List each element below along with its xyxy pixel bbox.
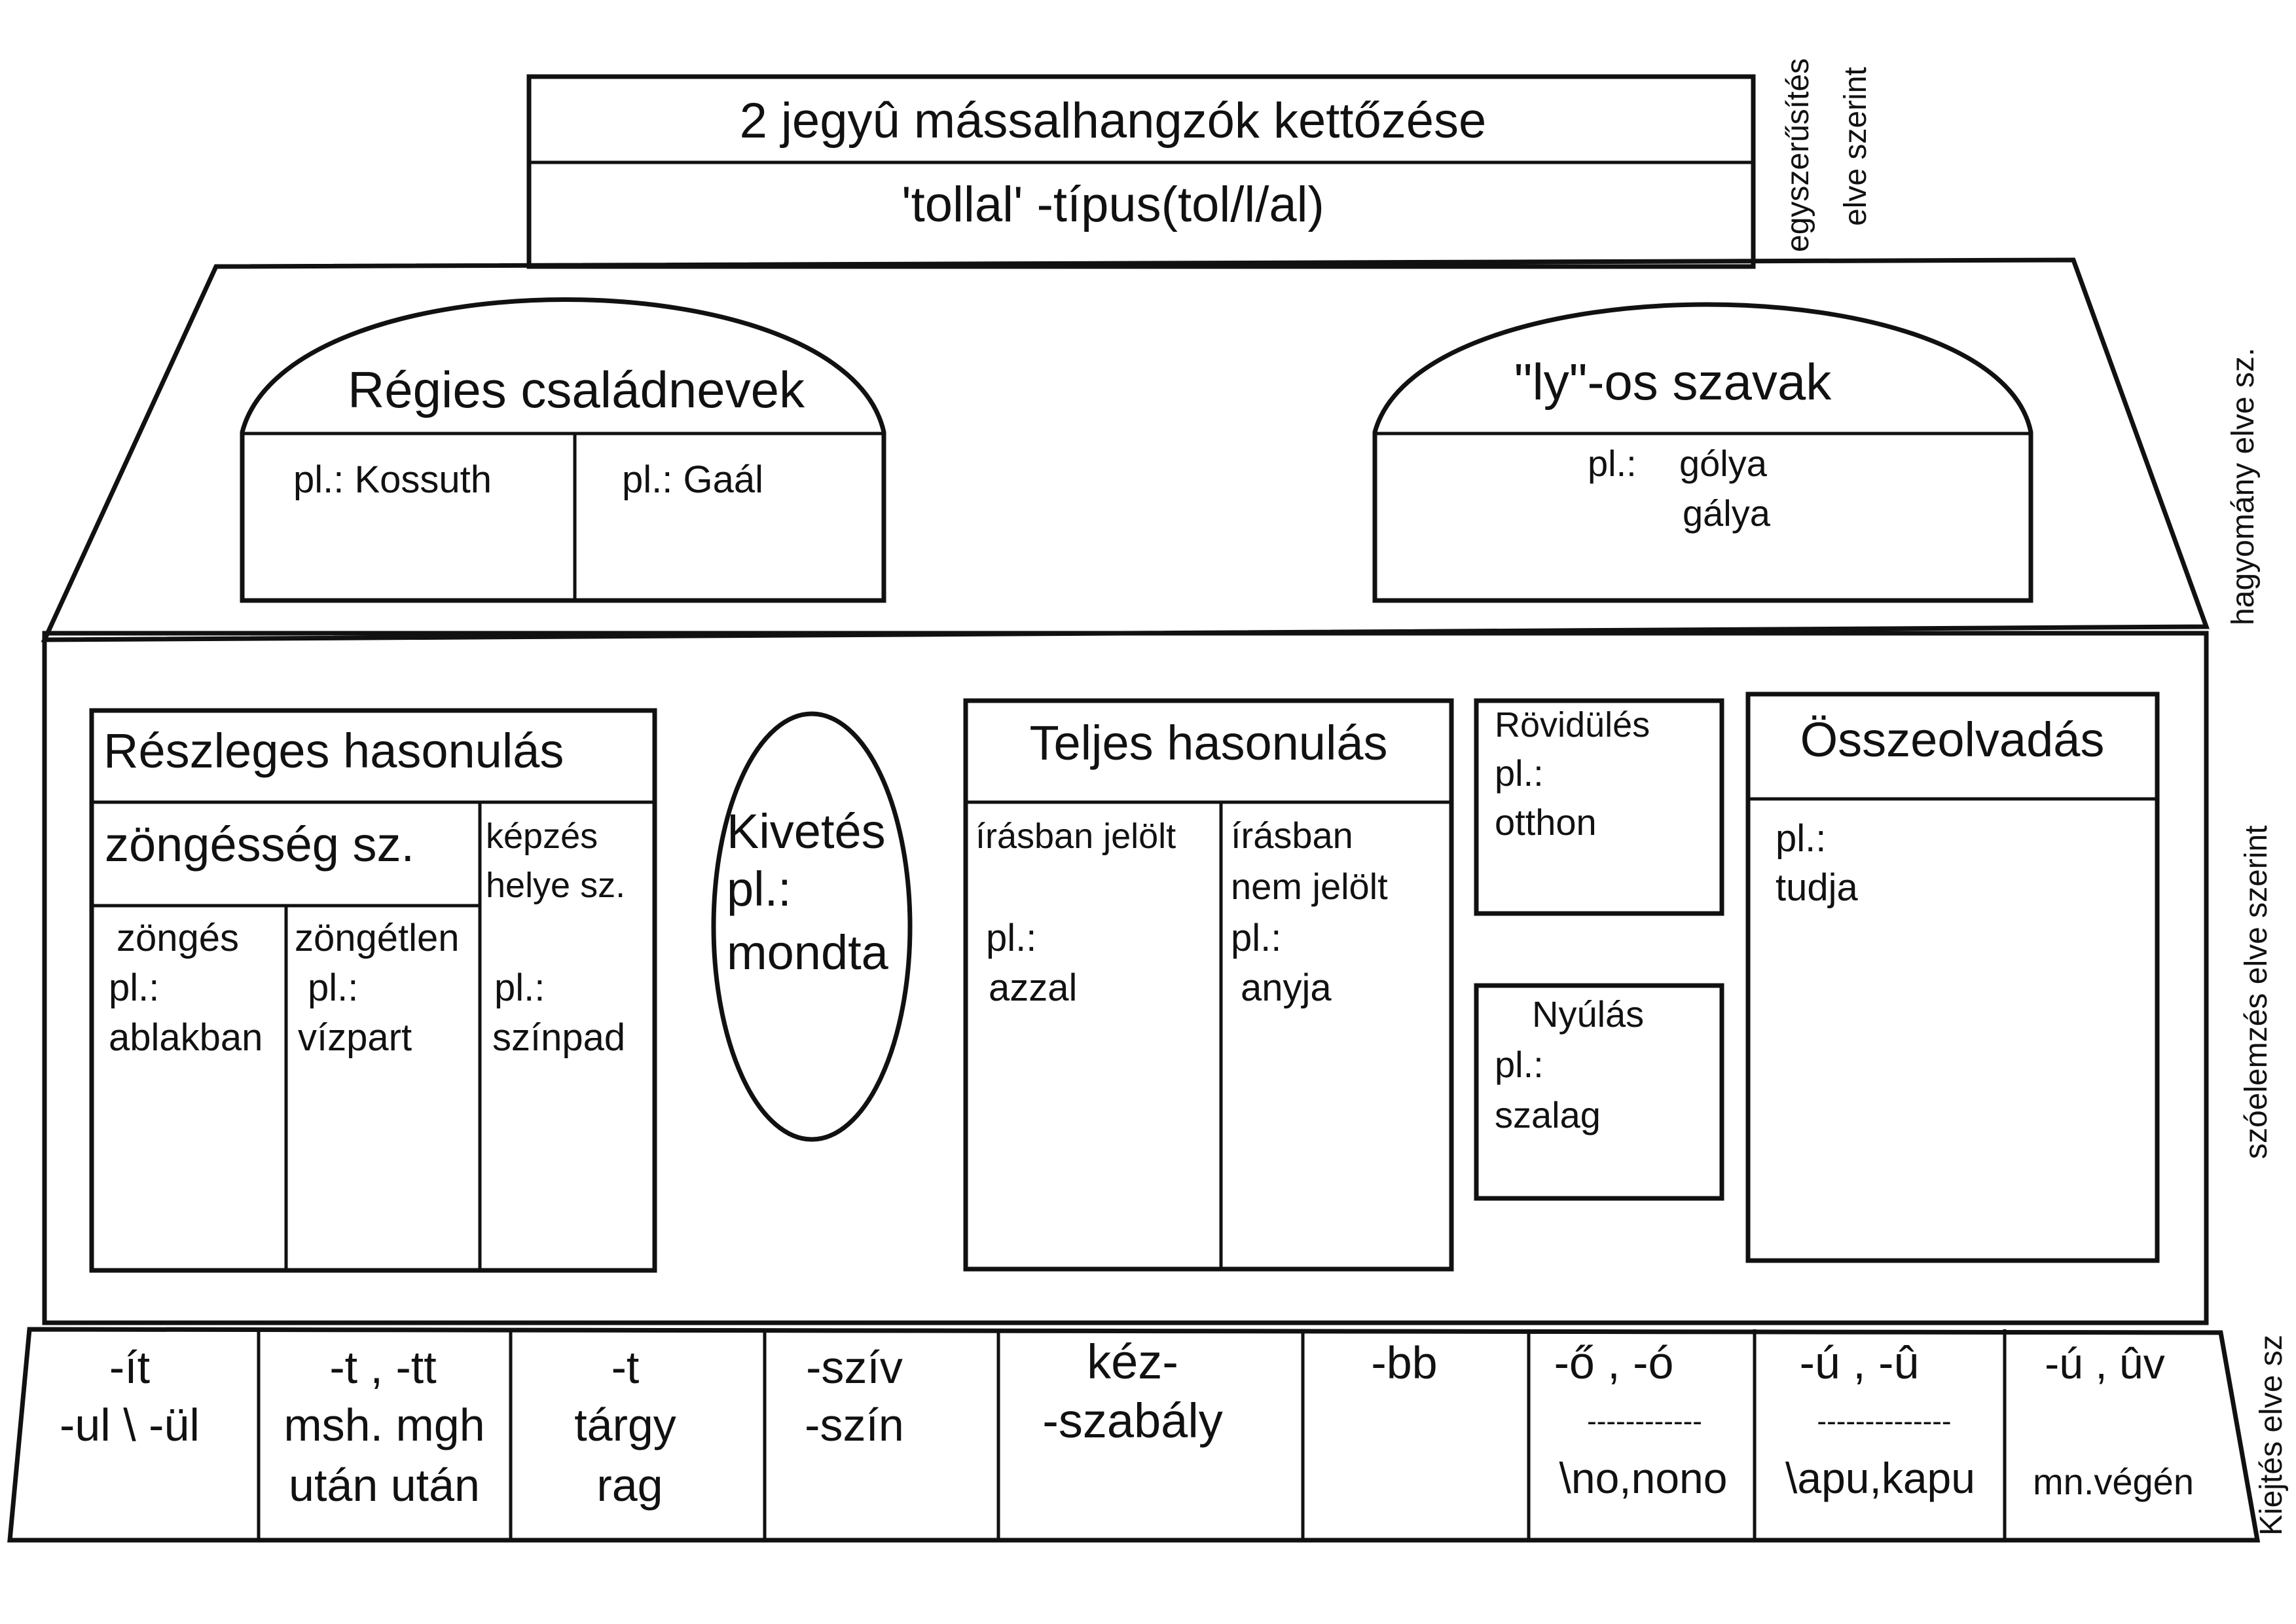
fusion-example: tudja [1776,866,1858,909]
simplification-label-line-2: elve szerint [1838,67,1873,226]
voiced-label: zöngés [117,917,240,959]
place-example-prefix: pl.: [494,967,545,1009]
place-line-1: képzés [486,817,598,856]
foundation-cell-7-separator: ------------ [1587,1405,1702,1437]
partial-assimilation-title: Részleges hasonulás [103,724,564,778]
ly-words-title: "ly"-os szavak [1514,353,1832,411]
old-family-names-title: Régies családnevek [347,361,805,418]
fusion-box [1748,694,2157,1261]
foundation-cell-2-line-2: msh. mgh [283,1399,485,1450]
unmarked-example-prefix: pl.: [1231,917,1282,959]
fusion-example-prefix: pl.: [1776,817,1827,860]
foundation-cell-1-line-2: -ul \ -ül [60,1399,200,1450]
foundation-cell-6-line-1: -bb [1371,1337,1438,1388]
foundation-cell-4-line-1: -szív [806,1342,903,1393]
foundation-cell-8-separator: -------------- [1817,1405,1952,1437]
foundation-cell-1-line-1: -ít [109,1342,151,1393]
foundation-row [10,1329,2257,1540]
lengthening-example: szalag [1495,1094,1601,1135]
top-box [529,77,1753,267]
shortening-example-prefix: pl.: [1495,752,1544,794]
foundation-cell-4-line-2: -szín [805,1399,904,1450]
unmarked-example: anyja [1241,967,1332,1009]
voiced-example-prefix: pl.: [109,967,160,1009]
full-assimilation-box [966,701,1451,1269]
place-example: színpad [492,1016,626,1059]
elision-title: Kivetés [727,804,886,858]
ly-words-example-1: gólya [1679,443,1767,484]
full-assimilation-title: Teljes hasonulás [1029,716,1388,770]
foundation-cell-8-line-1: -ú , -û [1799,1337,1920,1388]
elision-example: mondta [727,925,888,980]
shortening-example: otthon [1495,802,1597,843]
voiced-example: ablakban [109,1016,263,1059]
foundation-cell-3-line-3: rag [596,1460,663,1511]
top-box-title: 2 jegyû mássalhangzók kettőzése [739,93,1487,149]
partial-assimilation-box [92,710,655,1270]
foundation-cell-2-line-1: -t , -tt [329,1342,437,1393]
marked-example-prefix: pl.: [986,917,1037,959]
elision-ellipse [714,714,910,1139]
elision-example-prefix: pl.: [727,862,792,916]
ly-words-example-prefix: pl.: [1588,443,1637,484]
foundation-cell-7-line-1: -ő , -ó [1554,1337,1674,1388]
unmarked-label-2: nem jelölt [1231,866,1388,907]
foundation-cell-9-line-1: -ú , ûv [2045,1339,2165,1388]
foundation-cell-2-line-3: után után [289,1460,480,1511]
simplification-label-line-1: egyszerűsítés [1781,58,1815,252]
partial-assimilation-frame [92,710,655,1270]
word-analysis-label: szóelemzés elve szerint [2239,825,2274,1159]
unmarked-label-1: írásban [1231,815,1353,856]
unvoiced-example: vízpart [298,1016,412,1059]
fusion-frame [1748,694,2157,1261]
foundation-cell-7-line-3: \no,nono [1559,1454,1728,1502]
old-family-names-frame [242,300,884,601]
lengthening-title: Nyúlás [1532,993,1645,1035]
old-family-names-example-1: pl.: Kossuth [293,458,492,501]
ly-words-arch [1375,304,2031,600]
foundation-cell-8-line-3: \apu,kapu [1785,1454,1975,1502]
marked-example: azzal [989,967,1078,1009]
foundation-cell-9-line-3: mn.végén [2033,1461,2194,1502]
lengthening-example-prefix: pl.: [1495,1044,1544,1085]
roof-outline [45,260,2206,640]
shortening-title: Rövidülés [1495,705,1650,745]
unvoiced-example-prefix: pl.: [308,967,359,1009]
shortening-box [1476,701,1722,913]
top-box-subtitle: 'tollal' -típus(tol/l/al) [902,177,1324,232]
ly-words-example-2: gálya [1683,492,1770,534]
voicing-title: zöngésség sz. [105,817,415,872]
old-family-names-example-2: pl.: Gaál [622,458,763,501]
old-family-names-arch [242,300,884,601]
foundation-cell-3-line-1: -t [611,1342,640,1393]
marked-label: írásban jelölt [975,817,1176,856]
fusion-title: Összeolvadás [1800,712,2105,767]
foundation-cell-3-line-2: tárgy [574,1399,676,1450]
foundation-cell-5-line-1: kéz- [1087,1335,1178,1389]
tradition-label: hagyomány elve sz. [2226,347,2261,625]
place-line-2: helye sz. [486,866,626,905]
foundation-cell-5-line-2: -szabály [1042,1393,1223,1448]
pronunciation-label: Kiejtés elve sz [2254,1335,2289,1536]
unvoiced-label: zöngétlen [295,917,460,959]
lengthening-box [1476,986,1722,1198]
